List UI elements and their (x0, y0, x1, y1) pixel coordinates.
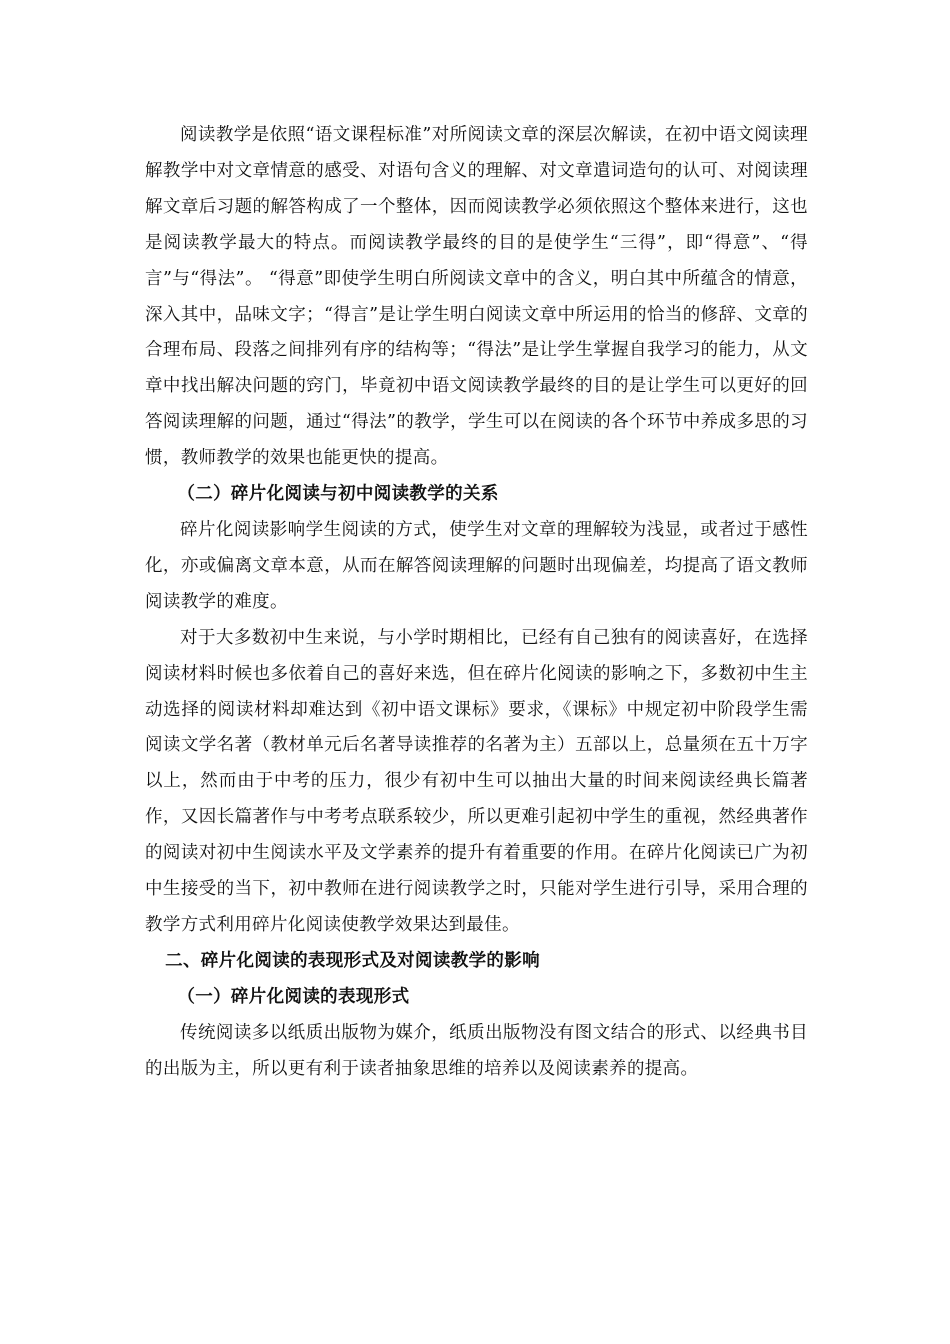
section-heading-forms: （一）碎片化阅读的表现形式 (177, 986, 410, 1007)
body-paragraph-fragmented-influence: 碎片化阅读影响学生阅读的方式，使学生对文章的理解较为浅显，或者过于感性化，亦或偏离文章本意，从而在解答阅读理解的问题时出现偏差，均提高了语文教师阅读教学的难度。 (145, 519, 808, 612)
body-paragraph-middle-school-students: 对于大多数初中生来说，与小学时期相比，已经有自己独有的阅读喜好，在选择阅读材料时候也多依着自己的喜好来选，但在碎片化阅读的影响之下，多数初中生主动选择的阅读材料却难达到《初中语文课标》要求，《课标》中规定初中阶段学生需阅读文学名著（教材单元后名著导读推荐的名著为主）五部以上，总量须在五十万字以上，然而由于中考的压力，很少有初中生可以抽出大量的时间来阅读经典长篇著作，又因长篇著作与中考考点联系较少，所以更难引起初中学生的重视，然经典著作的阅读对初中生阅读水平及文学素养的提升有着重要的作用。在碎片化阅读已广为初中生接受的当下，初中教师在进行阅读教学之时，只能对学生进行引导，采用合理的教学方式利用碎片化阅读使教学效果达到最佳。 (145, 627, 808, 935)
body-paragraph-traditional-reading: 传统阅读多以纸质出版物为媒介，纸质出版物没有图文结合的形式、以经典书目的出版为主，所以更有利于读者抽象思维的培养以及阅读素养的提高。 (145, 1022, 808, 1079)
body-paragraph-reading-teaching: 阅读教学是依照“语文课程标准”对所阅读文章的深层次解读，在初中语文阅读理解教学中对文章情意的感受、对语句含义的理解、对文章遣词造句的认可、对阅读理解文章后习题的解答构成了一个整体，因而阅读教学必须依照这个整体来进行，这也是阅读教学最大的特点。而阅读教学最终的目的是使学生“三得”，即“得意”、“得言”与“得法”。 “得意”即使学生明白所阅读文章中的含义，明白其中所蕴含的情意，深入其中，品味文字；“得言”是让学生明白阅读文章中所运用的恰当的修辞、文章的合理布局、段落之间排列有序的结构等；“得法”是让学生掌握自我学习的能力，从文章中找出解决问题的窍门，毕竟初中语文阅读教学最终的目的是让学生可以更好的回答阅读理解的问题，通过“得法”的教学，学生可以在阅读的各个环节中养成多思的习惯，教师教学的效果也能更快的提高。 (145, 125, 808, 469)
section-heading-relationship: （二）碎片化阅读与初中阅读教学的关系 (177, 484, 499, 505)
chapter-heading-forms-and-impact: 二、碎片化阅读的表现形式及对阅读教学的影响 (165, 950, 540, 971)
document-page (145, 118, 808, 1087)
